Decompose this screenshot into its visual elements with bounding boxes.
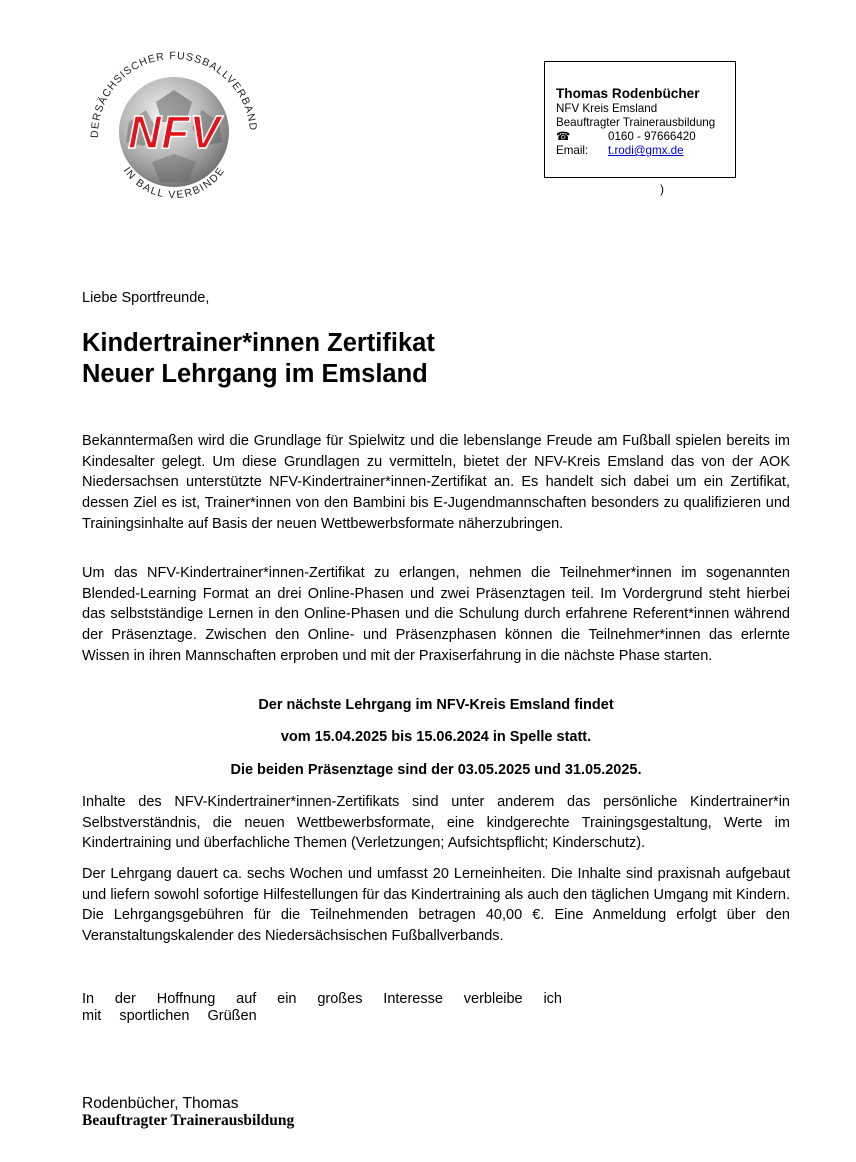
- contact-role: Beauftragter Trainerausbildung: [556, 116, 716, 129]
- closing-word: ein: [277, 991, 297, 1007]
- closing: [82, 991, 562, 1025]
- closing-line-1: [82, 991, 562, 1008]
- nfv-soccer-ball-logo-icon: [84, 50, 264, 220]
- highlight-line-3: Die beiden Präsenztage sind der 03.05.2025 und 31.05.2025.: [230, 762, 642, 778]
- closing-word: ich: [543, 991, 562, 1007]
- svg-text:NFV: NFV: [128, 106, 220, 158]
- contact-phone-row: [556, 130, 735, 144]
- closing-word: der: [114, 991, 136, 1007]
- signature-role: Beauftragter Trainerausbildung: [82, 1112, 295, 1129]
- closing-word: verbleibe: [463, 991, 523, 1007]
- page-title: [82, 328, 435, 390]
- nfv-logo: [84, 50, 264, 220]
- email-label: Email:: [556, 144, 589, 157]
- contact-email-row: [556, 144, 735, 158]
- closing-line-2: mit sportlichen Grüßen: [82, 1008, 257, 1024]
- contact-email-link[interactable]: t.rodi@gmx.de: [608, 144, 684, 157]
- svg-text:EIN BALL VERBINDET: IN BALL VERBINDE: [120, 164, 228, 202]
- closing-word: auf: [236, 991, 257, 1007]
- paragraph-2: Um das NFV-Kindertrainer*innen-Zertifikat zu erlangen, nehmen die Teilnehmer*innen im sogenannten Blended-Learning Format an drei Online-Phasen und zwei Präsenztagen teil. Im Vordergrund steht hierbei das selbstständige Lernen in den Online-Phasen und die Schulung durch erfahrene Referent*innen während der Präsenztage. Zwischen den Online- und Präsenzphasen können die Teilnehmer*innen das erlernte Wissen in ihren Mannschaften erproben und mit der Praxiserfahrung in die nächste Phase starten.: [82, 565, 790, 664]
- contact-box: [544, 61, 736, 178]
- paragraph-3: Inhalte des NFV-Kindertrainer*innen-Zertifikats sind unter anderem das persönliche Kindertrainer*in Selbstverständnis, die neuen Wettbewerbsformate, eine kindgerechte Trainingsgestaltung, Werte im Kindertraining und überfachliche Themen (Verletzungen; Aufsichtspflicht; Kinderschutz).: [82, 794, 790, 852]
- contact-phone: 0160 - 97666420: [608, 130, 696, 143]
- paragraph-4: Der Lehrgang dauert ca. sechs Wochen und umfasst 20 Lerneinheiten. Die Inhalte sind praxisnah aufgebaut und liefern sowohl sofortige Hilfestellungen für das Kindertraining als auch den täglichen Umgang mit Kindern. Die Lehrgangsgebühren für die Teilnehmenden betragen 40,00 €. Eine Anmeldung erfolgt über den Veranstaltungskalender des Niedersächsischen Fußballverbands.: [82, 866, 790, 945]
- highlight-line-1: Der nächste Lehrgang im NFV-Kreis Emsland findet: [258, 697, 614, 713]
- contact-org: NFV Kreis Emsland: [556, 102, 658, 115]
- closing-word: Interesse: [383, 991, 443, 1007]
- closing-word: In: [82, 991, 95, 1007]
- greeting: Liebe Sportfreunde,: [82, 290, 210, 306]
- signature-name: Rodenbücher, Thomas: [82, 1095, 239, 1112]
- stray-parenthesis: ): [660, 182, 664, 196]
- title-line-2: Neuer Lehrgang im Emsland: [82, 360, 428, 388]
- contact-name: Thomas Rodenbücher: [556, 86, 700, 101]
- highlight-line-2: vom 15.04.2025 bis 15.06.2024 in Spelle statt.: [280, 729, 592, 745]
- phone-icon: ☎: [556, 130, 571, 143]
- paragraph-1: Bekanntermaßen wird die Grundlage für Spielwitz und die lebenslange Freude am Fußball spielen bereits im Kindesalter gelegt. Um diese Grundlagen zu vermitteln, bietet der NFV-Kreis Emsland das von der AOK Niedersachsen unterstützte NFV-Kindertrainer*innen-Zertifikat an. Es handelt sich dabei um ein Zertifikat, dessen Ziel es ist, Trainer*innen von den Bambini bis E-Jugendmannschaften besonders zu qualifizieren und Trainingsinhalte auf Basis der neuen Wettbewerbsformate näherzubringen.: [82, 433, 790, 532]
- title-line-1: Kindertrainer*innen Zertifikat: [82, 329, 435, 357]
- svg-text:NIEDERSÄCHSISCHER FUSSBALLVERB: DERSÄCHSISCHER FUSSBALLVERBAND: [88, 50, 259, 139]
- closing-word: Hoffnung: [156, 991, 216, 1007]
- closing-word: großes: [317, 991, 363, 1007]
